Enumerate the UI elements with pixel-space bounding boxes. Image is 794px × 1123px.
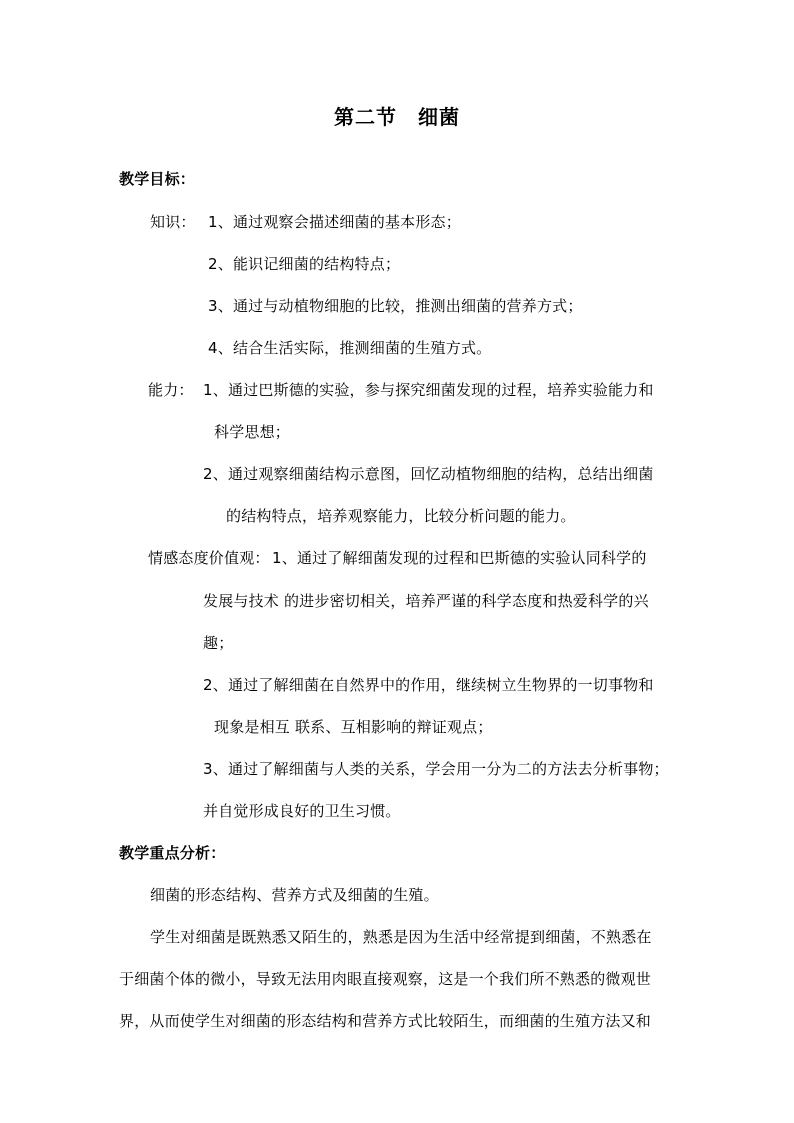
ability-item-2-line-1: 2、通过观察细菌结构示意图，回忆动植物细胞的结构，总结出细菌 xyxy=(203,465,654,483)
emotion-item-1-line-3: 趣； xyxy=(203,634,234,652)
emotion-item-1-line-2: 发展与技术 的进步密切相关，培养严谨的科学态度和热爱科学的兴 xyxy=(203,592,649,610)
emotion-item-2-line-1: 2、通过了解细菌在自然界中的作用，继续树立生物界的一切事物和 xyxy=(203,676,654,694)
objectives-heading: 教学目标： xyxy=(119,170,196,188)
key-points-paragraph-line-3: 界，从而使学生对细菌的形态结构和营养方式比较陌生，而细菌的生殖方法又和 xyxy=(119,1012,652,1030)
key-points-paragraph-line-1: 学生对细菌是既熟悉又陌生的，熟悉是因为生活中经常提到细菌，不熟悉在 xyxy=(150,928,652,946)
emotion-item-3-line-2: 并自觉形成良好的卫生习惯。 xyxy=(203,802,401,820)
key-points-heading: 教学重点分析： xyxy=(119,844,226,862)
knowledge-item-2: 2、能识记细菌的结构特点； xyxy=(208,255,401,273)
knowledge-item-1: 1、通过观察会描述细菌的基本形态； xyxy=(208,213,461,231)
page-title: 第二节 细菌 xyxy=(334,105,460,129)
knowledge-item-4: 4、结合生活实际，推测细菌的生殖方式。 xyxy=(208,339,492,357)
knowledge-item-3: 3、通过与动植物细胞的比较，推测出细菌的营养方式； xyxy=(208,297,583,315)
emotion-item-1-line-1: 1、通过了解细菌发现的过程和巴斯德的实验认同科学的 xyxy=(272,549,647,567)
emotion-item-3-line-1: 3、通过了解细菌与人类的关系，学会用一分为二的方法去分析事物； xyxy=(203,760,669,778)
emotion-item-2-line-2: 现象是相互 联系、互相影响的辩证观点； xyxy=(214,718,493,736)
knowledge-label: 知识： xyxy=(150,213,196,231)
ability-item-1-line-1: 1、通过巴斯德的实验，参与探究细菌发现的过程，培养实验能力和 xyxy=(203,381,654,399)
ability-label: 能力： xyxy=(148,381,194,399)
ability-item-2-line-2: 的结构特点，培养观察能力，比较分析问题的能力。 xyxy=(226,507,576,525)
key-points-summary: 细菌的形态结构、营养方式及细菌的生殖。 xyxy=(150,886,439,904)
emotion-label: 情感态度价值观： xyxy=(148,549,270,567)
key-points-paragraph-line-2: 于细菌个体的微小，导致无法用肉眼直接观察，这是一个我们所不熟悉的微观世 xyxy=(119,970,652,988)
ability-item-1-line-2: 科学思想； xyxy=(214,423,291,441)
